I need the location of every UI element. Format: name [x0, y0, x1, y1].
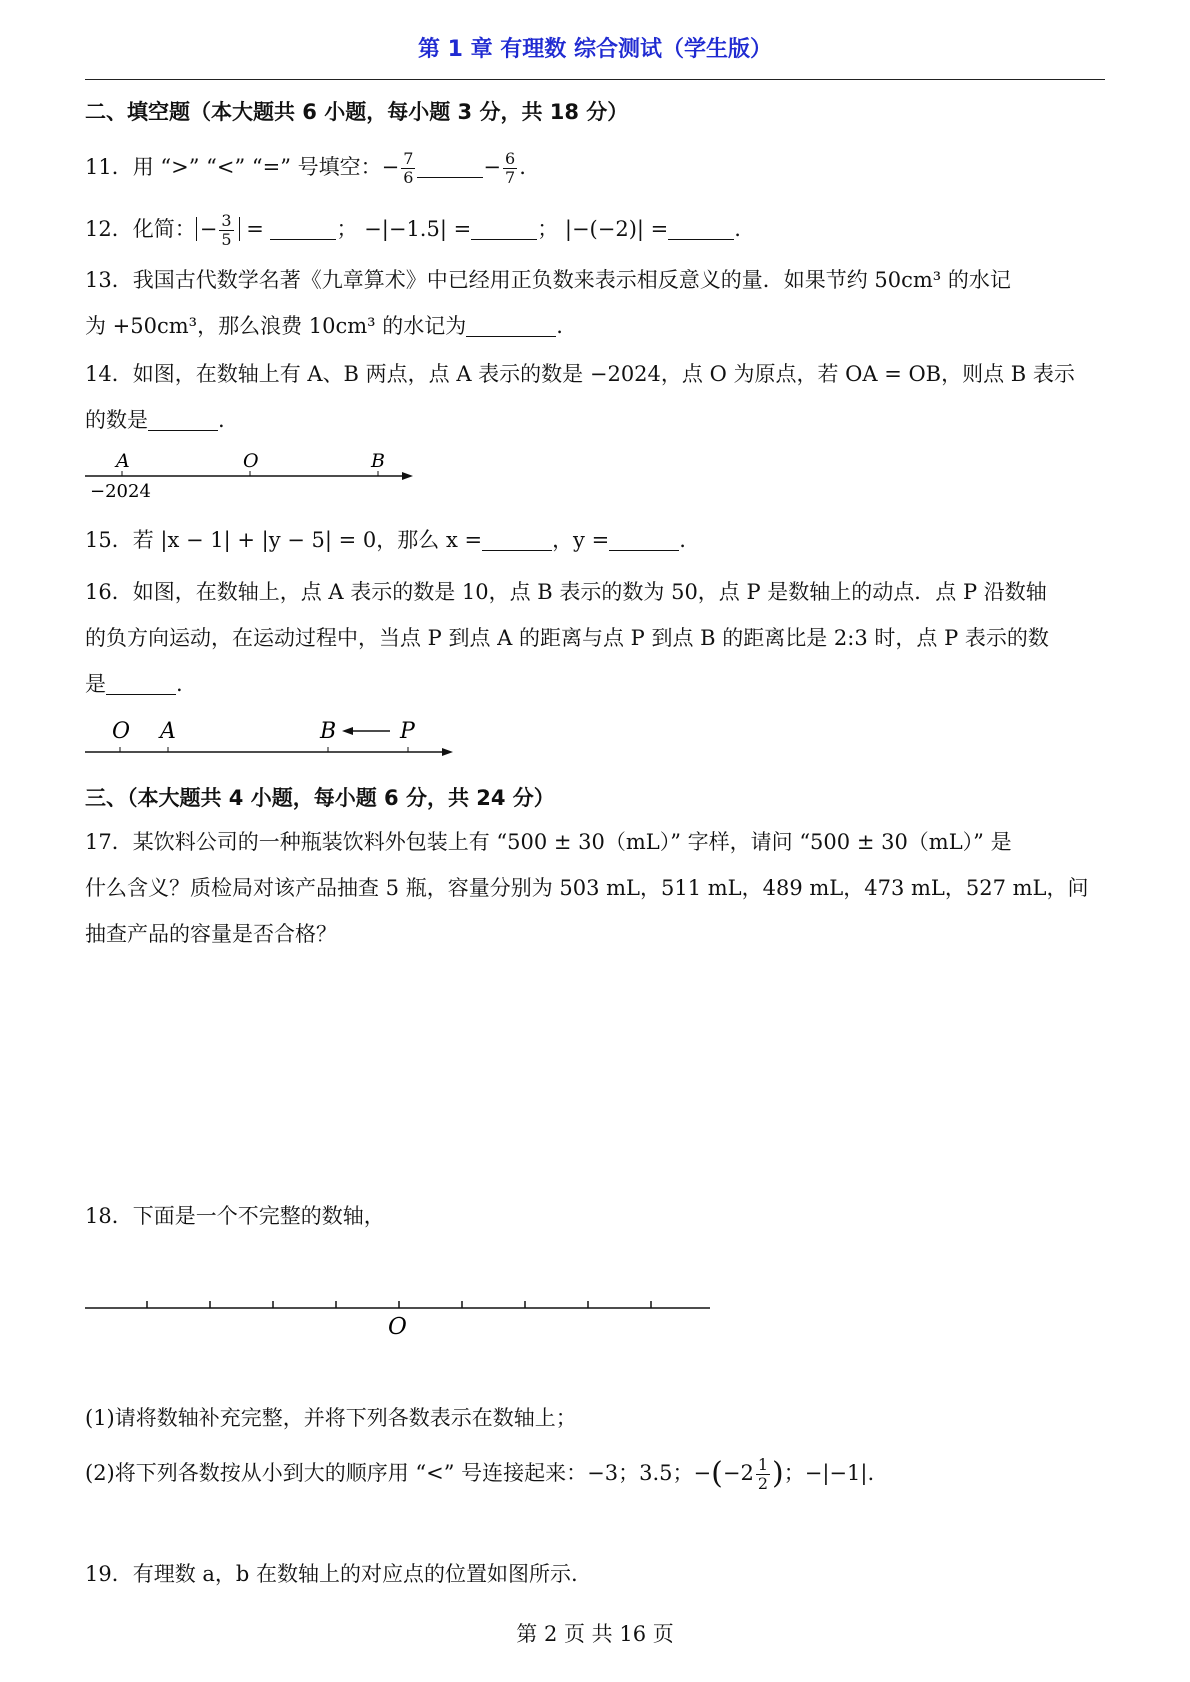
q16-label-p: P: [400, 719, 415, 744]
question-14-line-1: 14．如图，在数轴上有 A、B 两点，点 A 表示的数是 −2024，点 O 为原点，若 OA = OB，则点 B 表示: [85, 362, 1075, 386]
q14-number-line: [80, 443, 420, 505]
question-16-line-2: 的负方向运动，在运动过程中，当点 P 到点 A 的距离与点 P 到点 B 的距离比是 2:3 时，点 P 表示的数: [85, 626, 1049, 650]
q11-fraction-1: $\frac{7}{6}$: [403, 149, 414, 187]
question-13-line-2: 为 +50cm³，那么浪费 10cm³ 的水记为 .: [85, 314, 563, 338]
q12-blank-1[interactable]: [270, 219, 336, 240]
q12-blank-3[interactable]: [668, 219, 734, 240]
q14-label-a: A: [116, 450, 130, 472]
q14-value: −2024: [90, 481, 151, 502]
question-18-part-1: (1)请将数轴补充完整，并将下列各数表示在数轴上；: [85, 1406, 577, 1430]
question-16-line-3: 是 .: [85, 672, 183, 696]
q15-blank-x[interactable]: [482, 530, 552, 551]
q18-mixed-fraction: $\frac{1}{2}$: [757, 1455, 769, 1493]
section-heading-3: 三、（本大题共 4 小题，每小题 6 分，共 24 分）: [85, 786, 555, 810]
q16-number-line: [80, 712, 460, 762]
q13-blank[interactable]: [466, 316, 556, 337]
question-13-line-1: 13．我国古代数学名著《九章算术》中已经用正负数来表示相反意义的量．如果节约 50cm³ 的水记: [85, 268, 1011, 292]
header-divider: [85, 79, 1105, 80]
question-12: 12．化简： − $\frac{3}{5}$ = ； −|−1.5| = ； |−(−2)| = .: [85, 211, 741, 249]
q16-label-o: O: [112, 719, 131, 744]
q18-number-line: [82, 1290, 722, 1340]
q16-blank[interactable]: [106, 674, 176, 695]
question-15: 15．若 |x − 1| + |y − 5| = 0，那么 x = ，y = .: [85, 528, 686, 552]
q14-blank[interactable]: [148, 410, 218, 431]
q14-label-o: O: [243, 450, 259, 472]
q11-blank[interactable]: [417, 157, 483, 178]
q18-origin-label: O: [388, 1314, 407, 1340]
question-11: 11．用 “>” “<” “=” 号填空：− $\frac{7}{6}$ − $\frac{6}{7}$ .: [85, 149, 526, 187]
q15-blank-y[interactable]: [609, 530, 679, 551]
question-19-line-1: 19．有理数 a，b 在数轴上的对应点的位置如图所示.: [85, 1562, 578, 1586]
question-17-line-1: 17．某饮料公司的一种瓶装饮料外包装上有 “500 ± 30（mL）” 字样，请问 “500 ± 30（mL）” 是: [85, 830, 1012, 854]
q14-label-b: B: [371, 450, 385, 472]
q12-blank-2[interactable]: [471, 219, 537, 240]
q16-label-a: A: [160, 719, 176, 744]
page-title: 第 1 章 有理数 综合测试（学生版）: [418, 37, 772, 62]
question-17-line-3: 抽查产品的容量是否合格？: [85, 922, 337, 946]
q11-prefix: 11．用 “>” “<” “=” 号填空：: [85, 155, 382, 179]
question-18-line-1: 18．下面是一个不完整的数轴，: [85, 1204, 385, 1228]
page-footer: 第 2 页 共 16 页: [516, 1622, 674, 1646]
question-14-line-2: 的数是 .: [85, 408, 225, 432]
section-heading-fill-blank: 二、填空题（本大题共 6 小题，每小题 3 分，共 18 分）: [85, 100, 629, 124]
question-16-line-1: 16．如图，在数轴上，点 A 表示的数是 10，点 B 表示的数为 50，点 P 是数轴上的动点．点 P 沿数轴: [85, 580, 1047, 604]
q16-label-b: B: [320, 719, 337, 744]
q12-fraction: $\frac{3}{5}$: [221, 211, 232, 249]
q11-fraction-2: $\frac{6}{7}$: [505, 149, 516, 187]
question-18-part-2: (2)将下列各数按从小到大的顺序用 “<” 号连接起来：−3；3.5；−(−2 $\frac{1}{2}$ )；−|−1|.: [85, 1455, 875, 1493]
question-17-line-2: 什么含义？质检局对该产品抽查 5 瓶，容量分别为 503 mL，511 mL，489 mL，473 mL，527 mL，问: [85, 876, 1089, 900]
